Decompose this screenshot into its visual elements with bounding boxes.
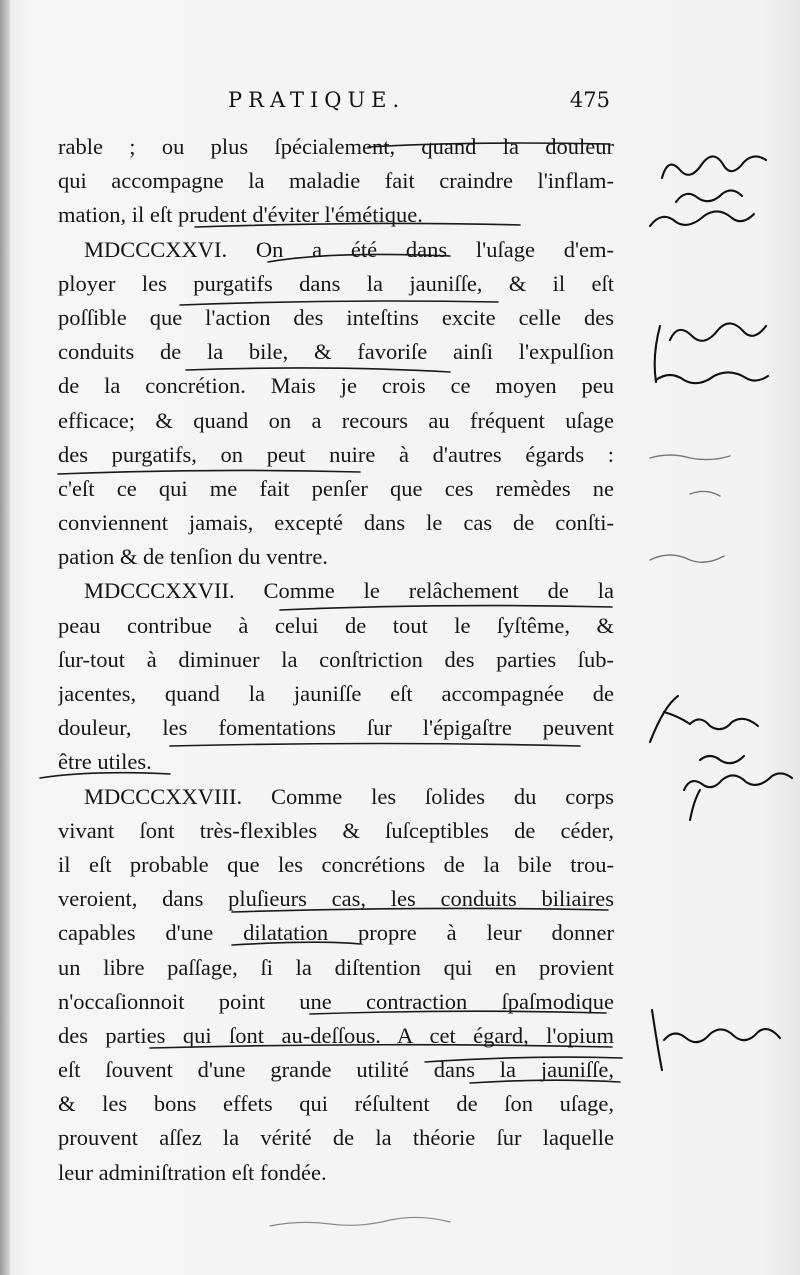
text-line: pation & de tenſion du ventre. bbox=[58, 544, 328, 570]
margin-scribble bbox=[655, 326, 660, 382]
text-line: mation, il eſt prudent d'éviter l'émétique. bbox=[58, 202, 423, 228]
margin-scribble bbox=[652, 1010, 780, 1070]
text-line: n'occaſionnoit point une contraction ſpaſmodique bbox=[58, 988, 614, 1014]
margin-scribble bbox=[650, 211, 754, 226]
text-line: capables d'une dilatation propre à leur donner bbox=[58, 920, 614, 946]
text-line: un libre paſſage, ſi la diſtention qui en provient bbox=[58, 954, 614, 980]
text-line: vivant ſont très-flexibles & ſuſceptibles de céder, bbox=[58, 817, 614, 843]
text-line: il eſt probable que les concrétions de la bile trou- bbox=[58, 851, 614, 877]
text-line: qui accompagne la maladie fait craindre l'inflam- bbox=[58, 168, 614, 194]
text-line: douleur, les fomentations ſur l'épigaſtre peuvent bbox=[58, 715, 614, 741]
text-line: leur adminiſtration eſt fondée. bbox=[58, 1159, 327, 1185]
paragraph-start-line: MDCCCXXVIII. Comme les ſolides du corps bbox=[84, 783, 614, 809]
text-line: & les bons effets qui réſultent de ſon uſage, bbox=[58, 1091, 614, 1117]
running-head bbox=[60, 88, 610, 118]
page-gutter-shadow bbox=[0, 0, 10, 1275]
text-line: conduits de la bile, & favoriſe ainſi l'expulſion bbox=[58, 339, 614, 365]
text-line: jacentes, quand la jauniſſe eſt accompagnée de bbox=[58, 681, 614, 706]
paragraph-start-line: MDCCCXXVI. On a été dans l'uſage d'em- bbox=[84, 236, 614, 262]
text-line: conviennent jamais, excepté dans le cas de conſti- bbox=[58, 510, 614, 536]
text-line: poſſible que l'action des inteſtins excite celle des bbox=[58, 304, 614, 330]
text-line: peau contribue à celui de tout le ſyſtême, & bbox=[58, 612, 614, 638]
text-line: eſt ſouvent d'une grande utilité dans la jauniſſe, bbox=[58, 1057, 614, 1083]
text-line: de la concrétion. Mais je crois ce moyen peu bbox=[58, 373, 614, 399]
text-line: prouvent aſſez la vérité de la théorie ſur laquelle bbox=[58, 1125, 614, 1151]
paragraph-start-line: MDCCCXXVII. Comme le relâchement de la bbox=[84, 578, 614, 604]
text-line: rable ; ou plus ſpécialement, quand la douleur bbox=[58, 134, 614, 159]
margin-scribble bbox=[650, 455, 730, 460]
margin-scribble bbox=[690, 790, 700, 820]
margin-scribble bbox=[700, 756, 744, 763]
running-title: PRATIQUE. bbox=[228, 88, 406, 112]
text-line: ployer les purgatifs dans la jauniſſe, & il eſt bbox=[58, 270, 614, 296]
margin-scribble bbox=[676, 190, 742, 202]
text-line: veroient, dans pluſieurs cas, les conduits biliaires bbox=[58, 886, 614, 912]
page-number: 475 bbox=[569, 88, 610, 112]
margin-scribble bbox=[670, 323, 766, 340]
margin-scribble bbox=[650, 555, 724, 562]
margin-scribble bbox=[270, 1217, 450, 1226]
body-text bbox=[58, 130, 614, 1190]
margin-scribble bbox=[656, 372, 768, 383]
margin-scribble bbox=[690, 491, 720, 496]
margin-scribble bbox=[662, 156, 766, 178]
text-line: c'eſt ce qui me fait penſer que ces remèdes ne bbox=[58, 475, 614, 501]
text-line: ſur-tout à diminuer la conſtriction des parties ſub- bbox=[58, 646, 614, 672]
margin-scribble bbox=[650, 696, 758, 742]
text-line: efficace; & quand on a recours au fréquent uſage bbox=[58, 407, 614, 433]
margin-scribble bbox=[684, 773, 792, 790]
text-line: être utiles. bbox=[58, 749, 152, 775]
text-line: des parties qui ſont au-deſſous. A cet égard, l'opium bbox=[58, 1022, 614, 1048]
text-line: des purgatifs, on peut nuire à d'autres égards : bbox=[58, 441, 614, 467]
